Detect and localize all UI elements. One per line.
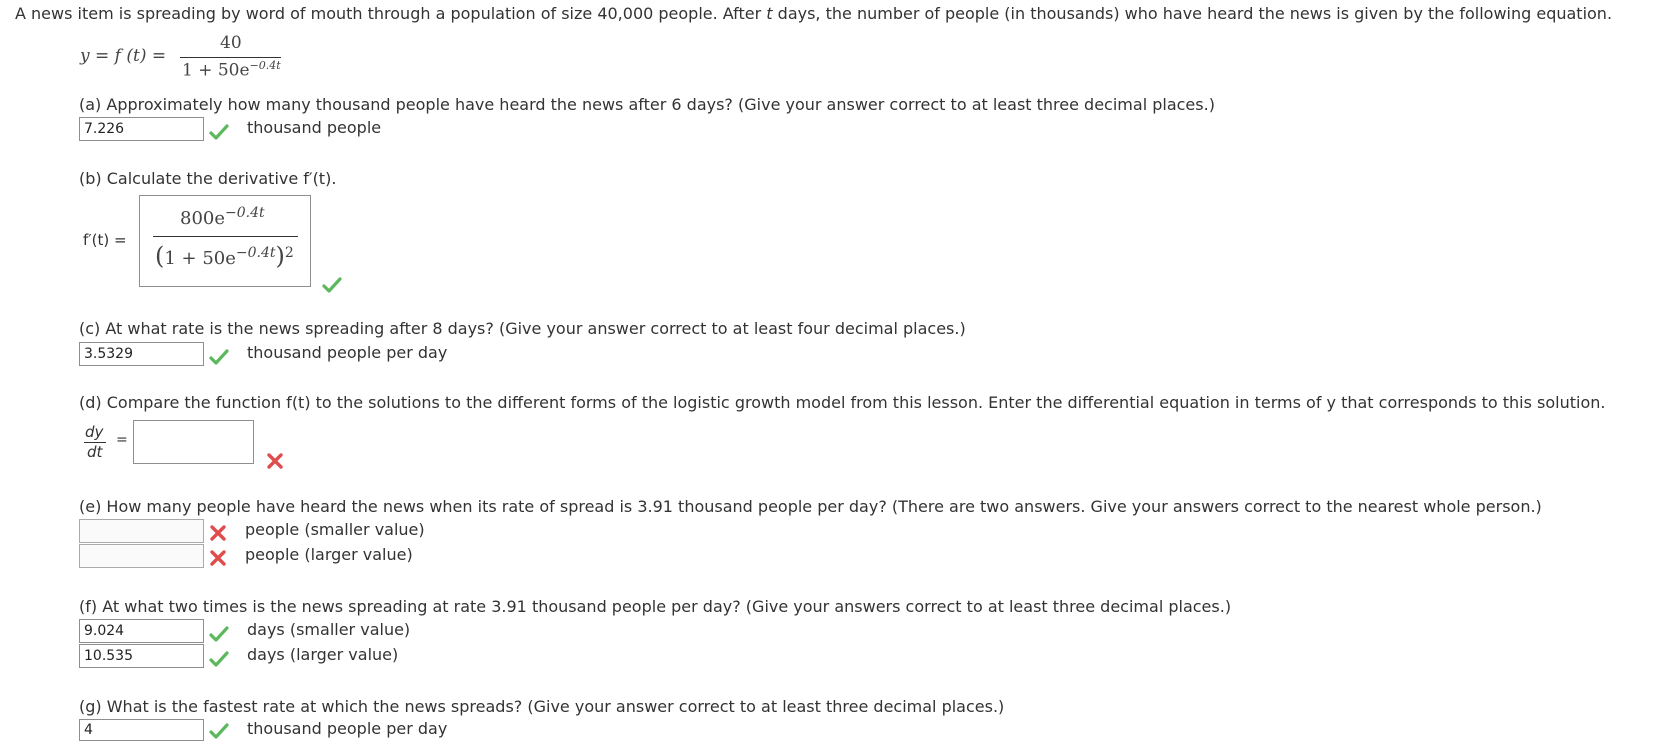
equation-fraction-bar — [180, 57, 281, 58]
derivative-denominator: $(1 + 50e^{-0.4t})^2$ — [155, 242, 294, 270]
dt-label: dt — [87, 443, 103, 461]
t-variable: t — [766, 4, 773, 23]
derivative-lhs: f′(t) = — [83, 231, 127, 249]
incorrect-x-icon — [264, 450, 286, 472]
correct-check-icon — [208, 623, 230, 645]
answer-f-small-input[interactable] — [79, 619, 204, 643]
equation-denominator: $1 + 50e^{-0.4t}$ — [182, 59, 281, 81]
dydt-equals: = — [116, 432, 128, 448]
correct-check-icon — [208, 346, 230, 368]
unit-f-small: days (smaller value) — [247, 620, 411, 639]
equation-lhs: y = f (t) = — [80, 46, 167, 66]
correct-check-icon — [208, 648, 230, 670]
correct-check-icon — [208, 121, 230, 143]
question-g: (g) What is the fastest rate at which the news spreads? (Give your answer correct to at least three decimal places.) — [79, 697, 1005, 716]
answer-e-small-input[interactable] — [79, 519, 204, 543]
unit-e-small: people (smaller value) — [245, 520, 425, 539]
unit-c: thousand people per day — [247, 343, 448, 362]
answer-g-input[interactable] — [79, 719, 204, 741]
incorrect-x-icon — [207, 547, 229, 569]
unit-a: thousand people — [247, 118, 382, 137]
question-e: (e) How many people have heard the news when its rate of spread is 3.91 thousand people per day? (There are two answers. Give your answers correct to the nearest whole person.) — [79, 497, 1542, 516]
question-c: (c) At what rate is the news spreading after 8 days? (Give your answer correct to at least four decimal places.) — [79, 319, 966, 338]
question-a: (a) Approximately how many thousand people have heard the news after 6 days? (Give your answer correct to at least three decimal places.) — [79, 95, 1215, 114]
unit-g: thousand people per day — [247, 719, 448, 738]
question-d: (d) Compare the function f(t) to the solutions to the different forms of the logistic growth model from this lesson. Enter the differential equation in terms of y that corresponds to this solution. — [79, 393, 1606, 412]
correct-check-icon — [321, 274, 343, 296]
answer-d-input[interactable] — [133, 420, 254, 464]
question-b: (b) Calculate the derivative f′(t). — [79, 169, 337, 188]
answer-f-large-input[interactable] — [79, 644, 204, 668]
unit-f-large: days (larger value) — [247, 645, 399, 664]
unit-e-large: people (larger value) — [245, 545, 413, 564]
question-f: (f) At what two times is the news spreading at rate 3.91 thousand people per day? (Give your answers correct to at least three decimal places.) — [79, 597, 1232, 616]
incorrect-x-icon — [207, 522, 229, 544]
answer-a-input[interactable] — [79, 117, 204, 141]
equation-numerator: 40 — [220, 33, 242, 53]
answer-e-large-input[interactable] — [79, 544, 204, 568]
answer-c-input[interactable] — [79, 342, 204, 366]
problem-intro: A news item is spreading by word of mouth through a population of size 40,000 people. After t days, the number of people (in thousands) who have heard the news is given by the following equation. — [15, 4, 1613, 23]
derivative-numerator: $800e^{-0.4t}$ — [180, 205, 265, 229]
correct-check-icon — [208, 720, 230, 742]
dy-label: dy — [85, 423, 104, 441]
derivative-fraction-bar — [153, 236, 298, 237]
